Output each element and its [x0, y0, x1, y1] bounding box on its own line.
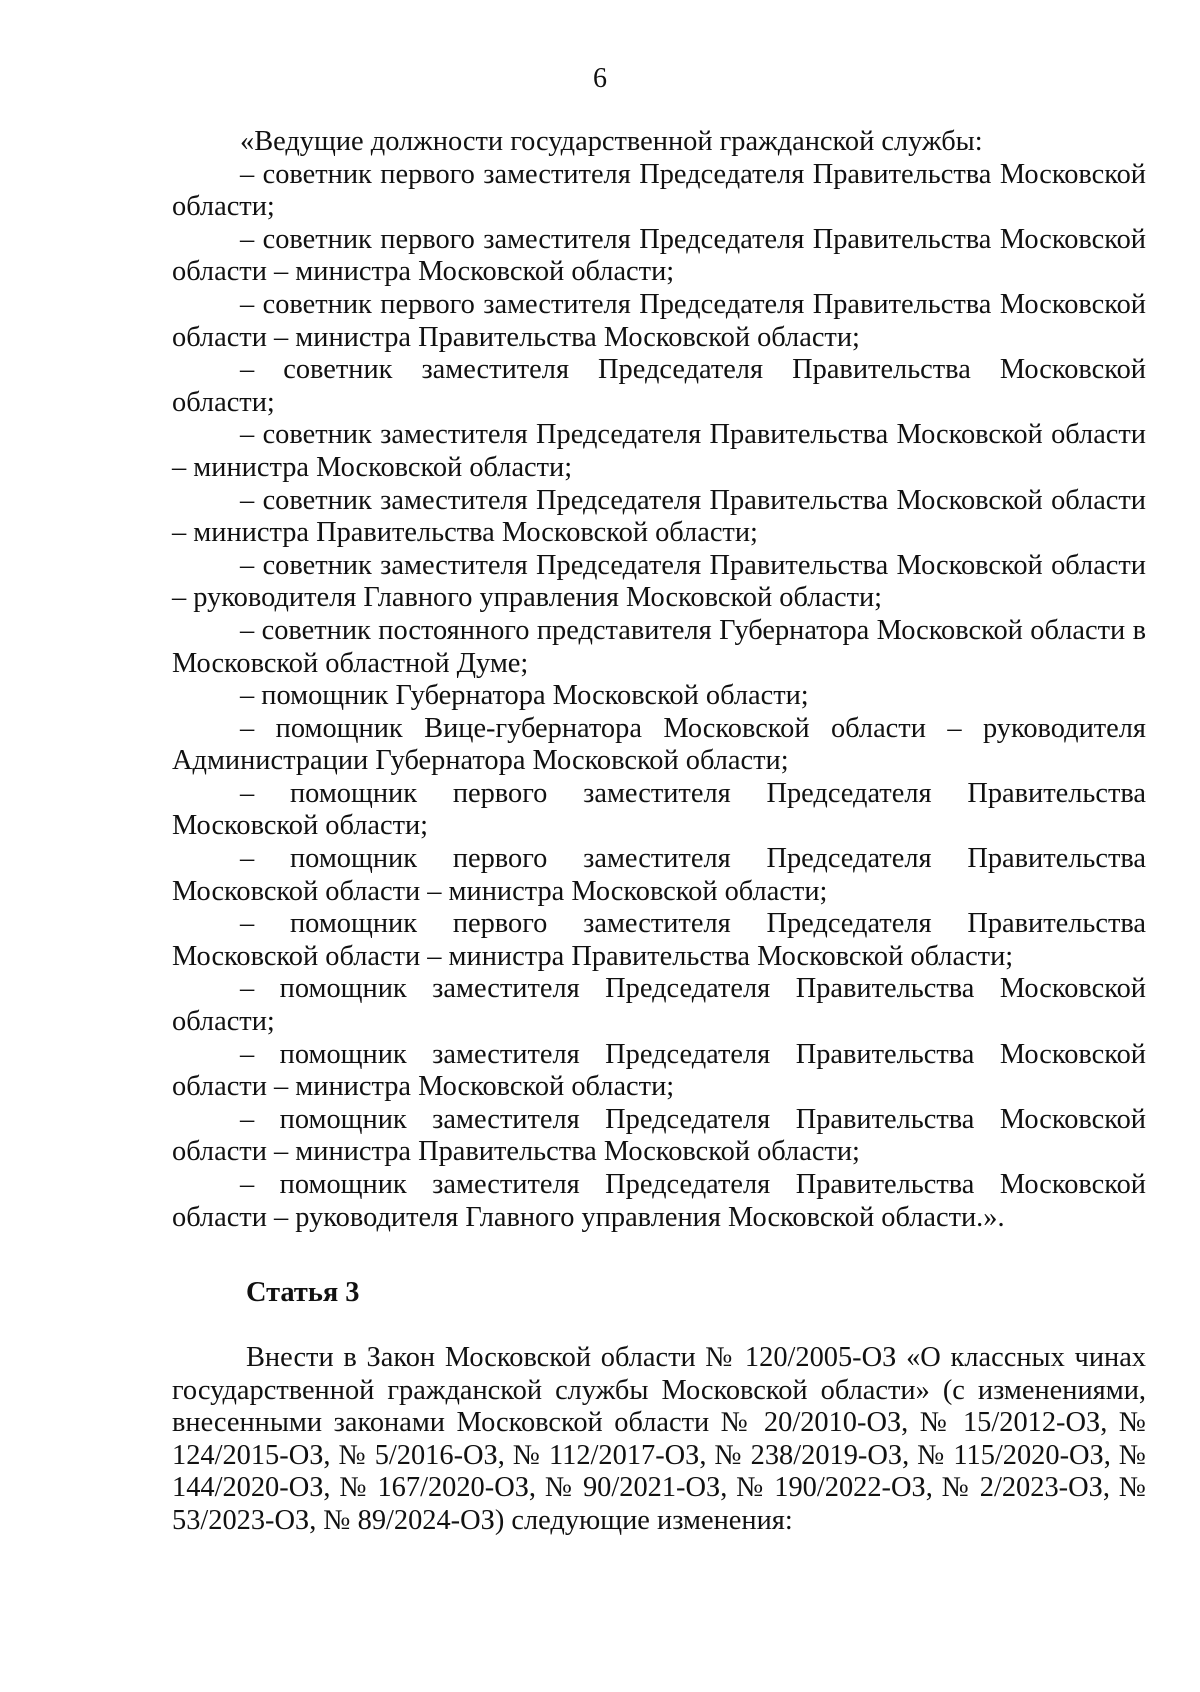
list-paragraph: – советник заместителя Председателя Правительства Московской области – министра Московской области; [172, 419, 1146, 483]
list-paragraph: – помощник заместителя Председателя Правительства Московской области; [172, 973, 1146, 1038]
list-paragraph: – помощник заместителя Председателя Правительства Московской области – министра Правительства Московской области; [172, 1103, 1146, 1168]
list-paragraph: – помощник первого заместителя Председателя Правительства Московской области – министра Московской области; [172, 843, 1146, 907]
list-paragraph: – советник заместителя Председателя Правительства Московской области – министра Правительства Московской области; [172, 484, 1146, 549]
list-paragraph: – помощник первого заместителя Председателя Правительства Московской области – министра Правительства Московской области; [172, 908, 1146, 972]
list-paragraph: – советник заместителя Председателя Правительства Московской области; [172, 354, 1146, 418]
list-paragraph: – советник первого заместителя Председателя Правительства Московской области – министра Правительства Московской области; [172, 288, 1146, 353]
list-paragraph: – советник первого заместителя Председателя Правительства Московской области – министра Московской области; [172, 223, 1146, 288]
article-heading: Статья 3 [246, 1277, 360, 1308]
list-paragraph: – помощник Вице-губернатора Московской области – руководителя Администрации Губернатора Московской области; [172, 712, 1146, 777]
list-paragraph: – советник заместителя Председателя Правительства Московской области – руководителя Главного управления Московской области; [172, 549, 1146, 614]
list-paragraph: – помощник заместителя Председателя Правительства Московской области – министра Московской области; [172, 1038, 1146, 1103]
list-paragraph: – советник первого заместителя Председателя Правительства Московской области; [172, 158, 1146, 223]
list-paragraph: – помощник заместителя Председателя Правительства Московской области – руководителя Главного управления Московской области.». [172, 1169, 1146, 1233]
list-paragraph: – помощник Губернатора Московской области; [240, 680, 809, 712]
article-body: Внести в Закон Московской области № 120/2005-ОЗ «О классных чинах государственной гражданской службы Московской области» (с изменениями, внесенными законами Московской области № 20/2010-ОЗ, № 15/2012-ОЗ, № 124/2015-ОЗ, № 5/2016-ОЗ, № 112/2017-ОЗ, № 238/2019-ОЗ, № 115/2020-ОЗ, № 144/2020-ОЗ, № 167/2020-ОЗ, № 90/2021-ОЗ, № 190/2022-ОЗ, № 2/2023-ОЗ, № 53/2023-ОЗ, № 89/2024-ОЗ) следующие изменения: [172, 1342, 1146, 1536]
page-number: 6 [593, 63, 607, 94]
positions-list [172, 126, 1146, 1234]
list-paragraph: «Ведущие должности государственной гражданской службы: [240, 126, 983, 157]
list-paragraph: – помощник первого заместителя Председателя Правительства Московской области; [172, 777, 1146, 842]
list-paragraph: – советник постоянного представителя Губернатора Московской области в Московской областной Думе; [172, 614, 1146, 679]
